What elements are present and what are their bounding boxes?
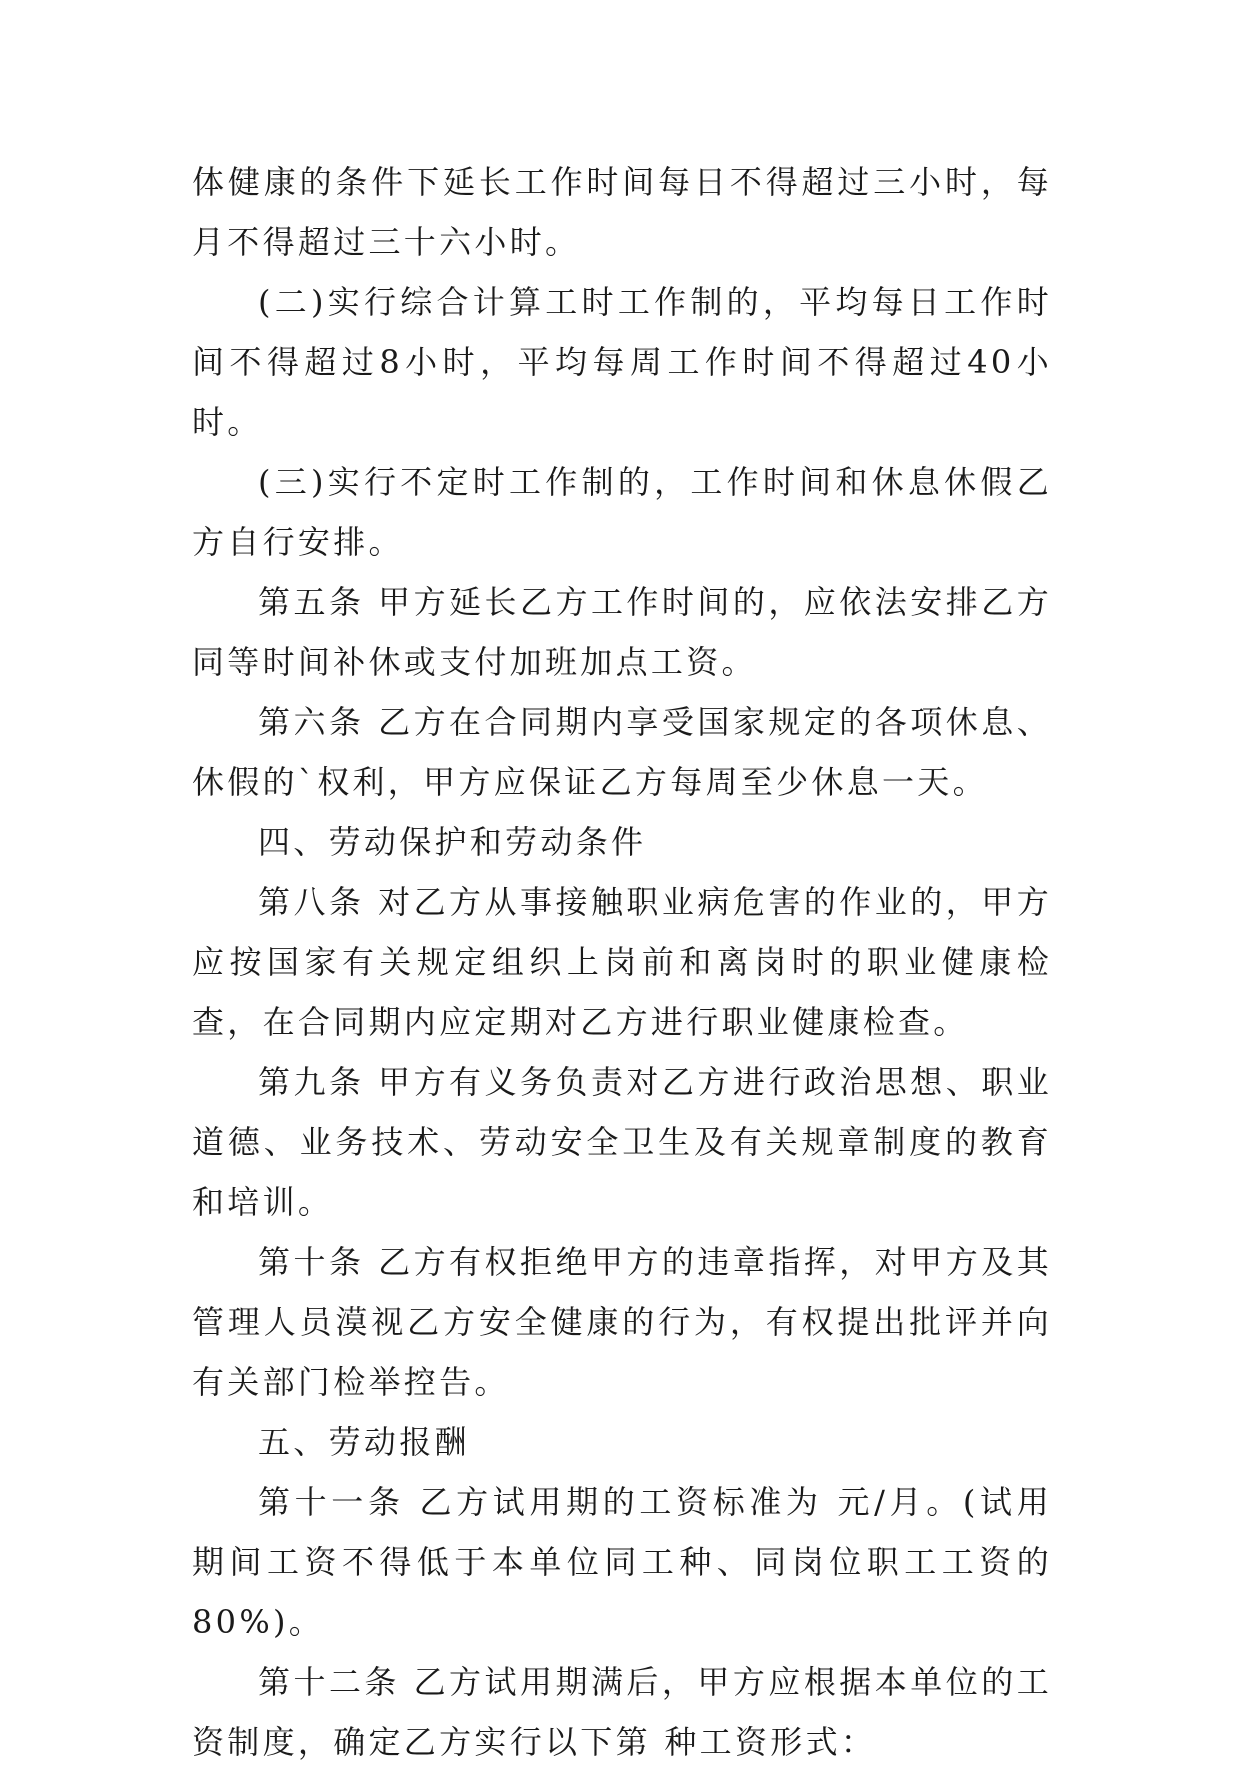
paragraph-3: (三)实行不定时工作制的，工作时间和休息休假乙方自行安排。 — [192, 463, 1052, 561]
article-10-paragraph: 第十条 乙方有权拒绝甲方的违章指挥，对甲方及其管理人员漠视乙方安全健康的行为，有权提出批评并向有关部门检举控告。 — [192, 1243, 1052, 1401]
section-heading-labor-protection: 四、劳动保护和劳动条件 — [258, 823, 647, 861]
article-9-paragraph: 第九条 甲方有义务负责对乙方进行政治思想、职业道德、业务技术、劳动安全卫生及有关规章制度的教育和培训。 — [192, 1063, 1052, 1221]
section-heading-remuneration: 五、劳动报酬 — [258, 1423, 470, 1461]
paragraph-2: (二)实行综合计算工时工作制的，平均每日工作时间不得超过8小时，平均每周工作时间不得超过40小时。 — [192, 283, 1052, 441]
article-8-paragraph: 第八条 对乙方从事接触职业病危害的作业的，甲方应按国家有关规定组织上岗前和离岗时的职业健康检查，在合同期内应定期对乙方进行职业健康检查。 — [192, 883, 1052, 1041]
article-12-paragraph: 第十二条 乙方试用期满后，甲方应根据本单位的工资制度，确定乙方实行以下第 种工资形式： — [192, 1663, 1052, 1761]
paragraph-1: 体健康的条件下延长工作时间每日不得超过三小时，每月不得超过三十六小时。 — [192, 163, 1052, 261]
article-6-paragraph: 第六条 乙方在合同期内享受国家规定的各项休息、休假的`权利，甲方应保证乙方每周至少休息一天。 — [192, 703, 1052, 801]
article-5-paragraph: 第五条 甲方延长乙方工作时间的，应依法安排乙方同等时间补休或支付加班加点工资。 — [192, 583, 1052, 681]
article-11-paragraph: 第十一条 乙方试用期的工资标准为 元/月。(试用期间工资不得低于本单位同工种、同岗位职工工资的80%)。 — [192, 1483, 1052, 1641]
document-body — [192, 152, 1052, 1772]
